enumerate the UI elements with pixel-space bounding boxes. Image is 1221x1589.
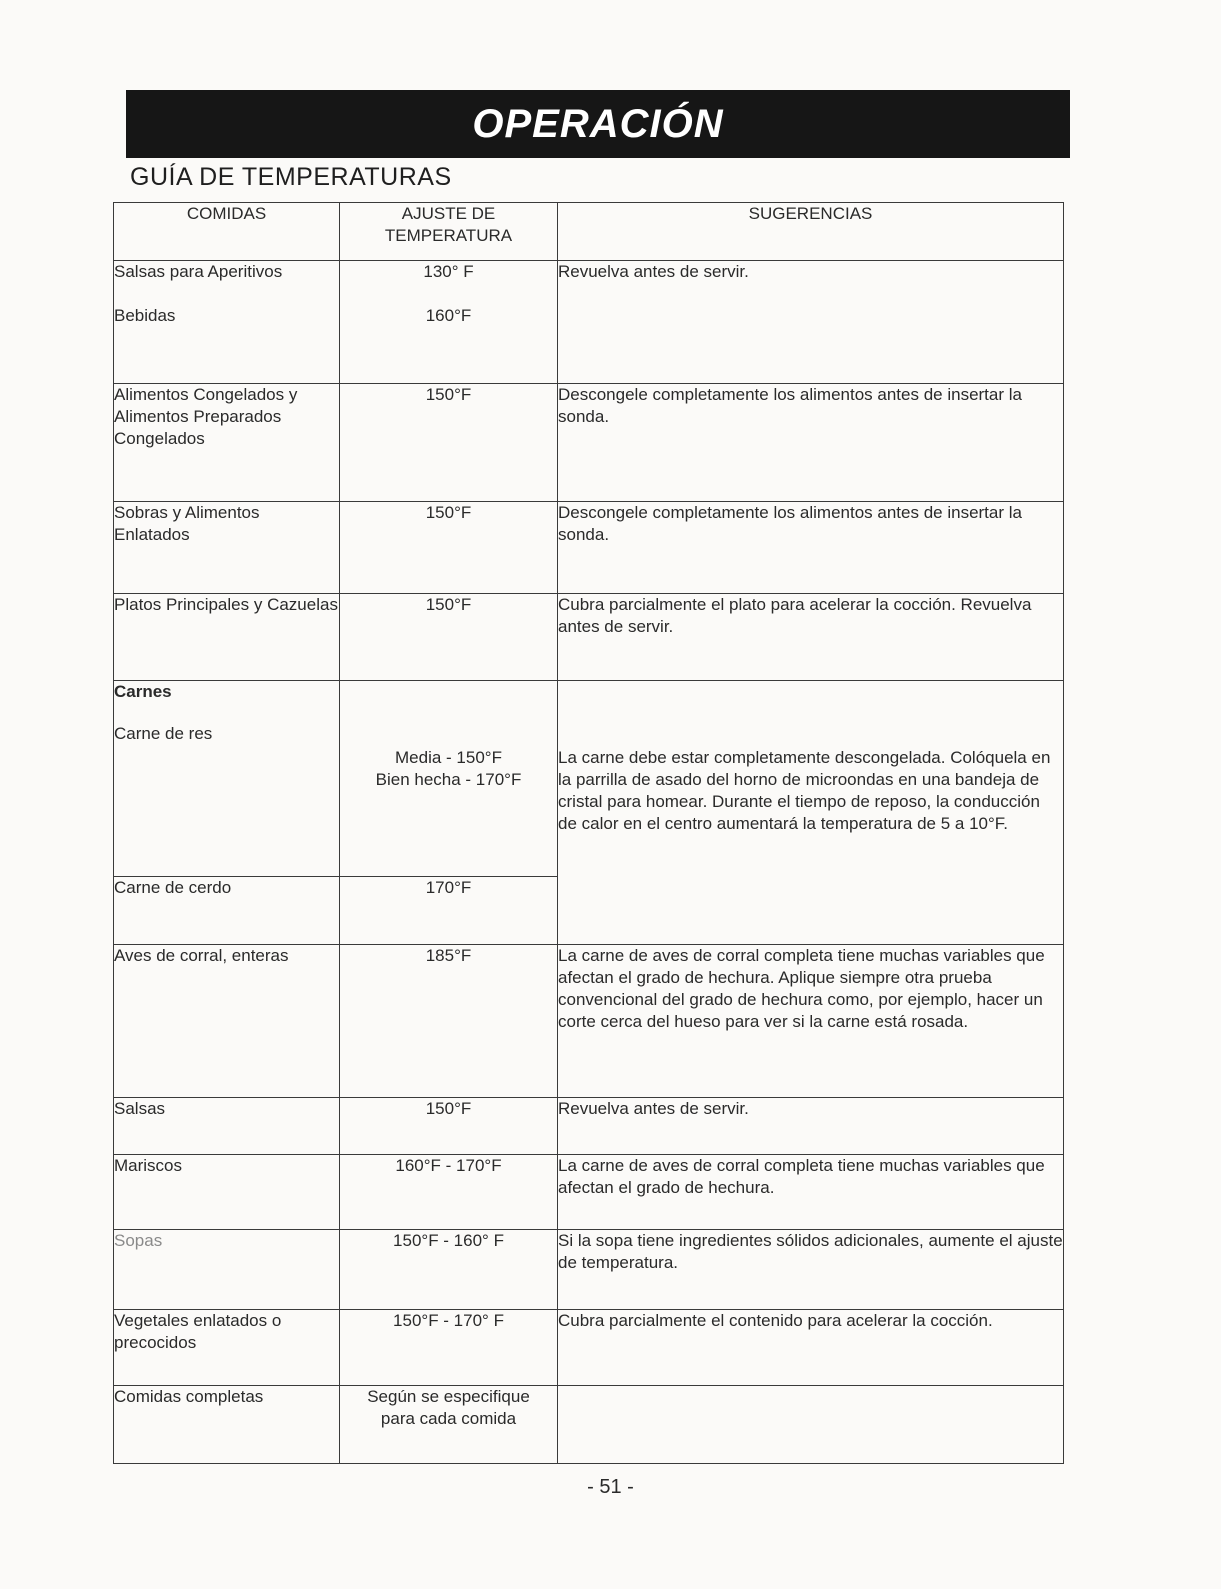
category-label: Carnes [114,682,172,701]
temperature-cell [340,681,558,877]
food-cell [114,681,340,877]
temperature-cell [340,261,558,384]
suggestion-cell [558,1386,1064,1464]
table-row [114,384,1064,502]
suggestion-cell: La carne de aves de corral completa tiene muchas variables que afectan el grado de hechura. [558,1155,1064,1230]
temperature-cell: 170°F [340,877,558,945]
table-row [114,1155,1064,1230]
temperature-cell: 150°F [340,384,558,502]
table-row [114,1098,1064,1155]
food-cell: Vegetales enlatados o precocidos [114,1310,340,1386]
food-cell: Mariscos [114,1155,340,1230]
suggestion-cell: Revuelva antes de servir. [558,1098,1064,1155]
section-title: GUÍA DE TEMPERATURAS [130,163,452,191]
temperature-value: Según se especifique [367,1387,530,1406]
table-header-row [114,203,1064,261]
suggestion-cell: Si la sopa tiene ingredientes sólidos adicionales, aumente el ajuste de temperatura. [558,1230,1064,1310]
temperature-cell: 150°F [340,1098,558,1155]
suggestion-cell: La carne debe estar completamente descongelada. Colóquela en la parrilla de asado del horno de microondas en una bandeja de cristal para homear. Durante el tiempo de reposo, la conducción de calor en el centro aumentará la temperatura de 5 a 10°F. [558,681,1064,945]
temperature-cell: 150°F - 160° F [340,1230,558,1310]
food-name: Carne de res [114,724,213,743]
food-cell: Sopas [114,1230,340,1310]
food-cell [114,261,340,384]
table-row [114,945,1064,1098]
table-row [114,1310,1064,1386]
table-row [114,502,1064,594]
food-cell: Comidas completas [114,1386,340,1464]
suggestion-cell: Descongele completamente los alimentos antes de insertar la sonda. [558,384,1064,502]
header-temperature [340,203,558,261]
temperature-cell: 150°F - 170° F [340,1310,558,1386]
banner-title: OPERACIÓN [472,101,724,146]
suggestion-cell: Descongele completamente los alimentos antes de insertar la sonda. [558,502,1064,594]
header-foods: COMIDAS [114,203,340,261]
table-row [114,261,1064,384]
suggestion-cell: La carne de aves de corral completa tiene muchas variables que afectan el grado de hechura. Aplique siempre otra prueba convencional del grado de hechura como, por ejemplo, hacer un corte cerca del hueso para ver si la carne está rosada. [558,945,1064,1098]
suggestion-cell: Revuelva antes de servir. [558,261,1064,384]
temperature-value: 130° F [423,262,474,281]
temperature-value: Bien hecha - 170°F [375,770,522,789]
header-temperature-line2: TEMPERATURA [384,226,513,245]
temperature-value: 160°F [425,306,472,325]
temperature-cell: 150°F [340,502,558,594]
temperature-cell: 185°F [340,945,558,1098]
section-banner [126,90,1070,158]
table-row [114,681,1064,877]
food-cell: Salsas [114,1098,340,1155]
temperature-value: Media - 150°F [395,748,502,767]
header-suggestions: SUGERENCIAS [558,203,1064,261]
food-cell: Carne de cerdo [114,877,340,945]
suggestion-cell: Cubra parcialmente el contenido para acelerar la cocción. [558,1310,1064,1386]
food-cell: Sobras y Alimentos Enlatados [114,502,340,594]
food-cell: Aves de corral, enteras [114,945,340,1098]
food-name: Salsas para Aperitivos [114,262,283,281]
food-name: Bebidas [114,306,176,325]
table-row [114,594,1064,681]
header-temperature-line1: AJUSTE DE [401,204,496,223]
temperature-cell: 150°F [340,594,558,681]
food-cell: Alimentos Congelados y Alimentos Preparados Congelados [114,384,340,502]
temperature-guide-table [113,202,1064,1464]
temperature-value: para cada comida [380,1409,517,1428]
page-number: - 51 - [587,1476,634,1498]
table-row [114,1386,1064,1464]
temperature-cell: 160°F - 170°F [340,1155,558,1230]
suggestion-cell: Cubra parcialmente el plato para acelerar la cocción. Revuelva antes de servir. [558,594,1064,681]
table-row [114,1230,1064,1310]
temperature-cell [340,1386,558,1464]
food-cell: Platos Principales y Cazuelas [114,594,340,681]
